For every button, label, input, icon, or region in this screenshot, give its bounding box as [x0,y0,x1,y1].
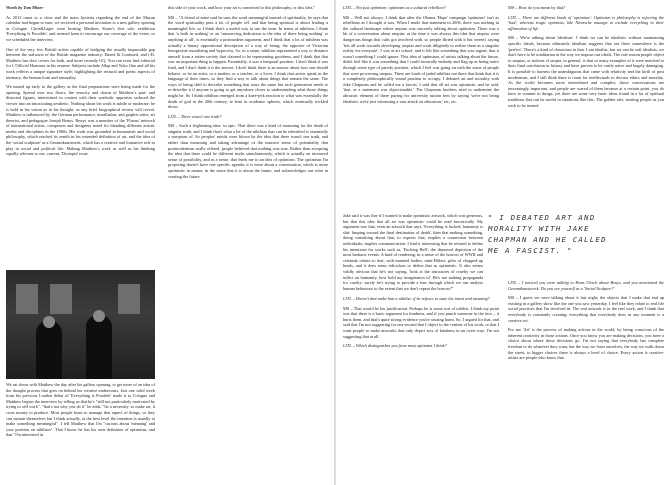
left-page [0,0,334,485]
photo-window [118,284,140,314]
right-column-2 [508,5,664,208]
answer-paragraph: MS – "A friend of mine said he uses the word meaningful instead of spirituality, he says that the word spirituality puts a lot of people off, and that being spiritual is about leading a meaningful life, so I think that's a useful way to use the term. In terms of nihilism, I think that 'a faith in nothing' or an 'unswerving dedication to the idea of there being nothing' to anything at all', is essentially a postmodern argument, and I think that a lot of nihilism was actually a binary oppositional description of a way of being; the opposite of Victorian bourgeoisie moralizing and hypocrisy. So, in a sense, nihilism represented a way to distance oneself from a rotten society that claimed to be representing goodness, and I think that that was an important thing to happen. Essentially, it was a temporal position. I don't think it was final, and I don't think it is the answer. I don't think there is an answer about how one should behave, or be an artist, or a mother, or a teacher, or a lover. I think that artists speak in the language of their times, so they find a way to talk about things that remain the same. The ways of being shift to describe something that stays the same but each generation needs to re-describe it if anyone is going to get anywhere closer to understanding what those things might be. So I think nihilism emerged from a knee-jerk reaction to what was essentially the death of god in the 20th century, at least in academic spheres, which eventually trickled down. [168,14,328,110]
photo-window [50,284,72,314]
photo-figure [86,315,112,379]
answer-paragraph: MS – We're talking about 'idealism'. I think we can be idealistic without maintaining specific ideals, because ultimately idealism suggests that out there somewhere is the 'perfect'. There's a kind of classicism in that. I am idealist, but we can be soft idealists, we don't have to be totalitarian in the way we impose our ideals. The real reason people object to utopias, or notions of utopia, in general, is that so many examples of it were matched to their final conclusion in history and have proven to be vastly naive and hugely damaging. It is possible to harness the unambiguous that came with relativity and the birth of post modernism, and I still think there is room for intellectuals to discuss ethics and morality. As the world becomes more interrelated and complex, those conversations are increasingly important, and people are scared of them because at a certain point, you do have to commit to things, yet there are some very basic ideas found in a lot of spiritual traditions that can be useful in situations like this. The golden rule, treating people as you wish to be treated. [508,35,664,108]
answer-paragraph: MS – I guess we were talking about it last night; the objects that I make that end up existing in a gallery show like the one you saw yesterday. I feel like they relate to real life social practices that I'm involved in. The real artwork is in the real work, and I think that everybody is constantly creating; everything that everybody does in any moment is a creative act. [508,295,664,323]
photo-figure-head [43,316,55,328]
answer-paragraph: Jake said it was fine if I wanted to make optimistic artwork, which was generous, but that this idea that all art was optimistic could be read fascistically. My argument was that, even an artwork that says, 'Everything is fucked, humanity is shit: limping toward the final destination of death', then that making something, doing something about that, to express that, implies a connection between individuals; implies communication. I find it interesting that he refused to define his intentions for works such as, 'Fucking Hell'; the depraved depiction of the most barbaric events. A kind of rendering, in a sense of the horrors of WWII and certainly relates to that; with mutated bodies, mini-Hitlers, piles of chopped-up heads, and it does seem ridiculous to define that as optimistic. It also seems wildly obvious that he's not saying, 'look at the intricacies of cruelty we can inflict on humanity, how bold my imagination is!' He's not making propaganda for cruelty: surely he's trying to provide a lens through which we can analyse human behaviour to the extent that we don't repeat the horrors?" [343,213,483,291]
answer-paragraph: For me 'Art' is the process of making actions in the world, by being conscious of the inherent creativity in those actions. Once you know you are making decisions, you have a choice about where those decisions go. I'm not saying that everybody has complete freedom to do whatever they want, but the way we form ourselves, the way we walk down the street, to bigger choices there is always a level of choice. Every action is creative: artists are people who know that. [508,327,664,361]
question-paragraph: LITL – There are different kinds of 'optimism': Optimism is philosophy is rejecting the 'bad', whereas tragic optimists, like Nietzsche manage to include everything in their affirmation of life. [508,14,664,31]
photo-figure [36,321,62,379]
right-column-1 [343,5,499,213]
photo-window [16,284,38,314]
answer-paragraph: MS – Well not always. I think that after the Obama 'Hope' campaign 'optimism' isn't as rebellious as I thought it was. When I made that statement in 2006, there was nothing in the cultural landscape where anyone was sincerely talking about optimism. There was a bit of a conversation about utopias: at the time it was always this idea that utopias were dangerous things that cults got involved with, so people flirted with it but weren't saying 'lets all work towards developing utopias and work diligently to realise them as a singular reality for everyone'. I was at art school, and it felt like something that was urgent; that it wasn't something I could ignore. This idea of optimism, of artists talking about the future, didn't feel like it was something that I could ironically embody and flag up as being naive through some type of parody position, which I feel was going on with the some of people that were processing utopias. There are loads of jaded nihilists out there that think that it is a completely philosophically sound position to occupy. I debated art and morality with Jake Chapman and he called me a fascist. I said that all art was optimistic and he said, 'that, as a statement was objectionable.' The Chapman brothers tried to undermine the altruistic element of there paying for university tuition fees by saying 'we're not being idealistic we're just witnessing a vast attack on education,' etc, etc. [343,14,499,104]
question-paragraph: LITL – There wasn't one truth? [168,113,222,119]
right-column-1-wrap [343,213,483,295]
gallery-photo [6,270,155,379]
intro-paragraph: As 2012 came to a close and the mass hysteria regarding the end of the Mayan calendar had begun to ease, we received a personal invitation to a new gallery opening in Cologne. Chris&Lager were hosting Matthew Stone's first solo exhibition 'Everything Is Possible', and seemed keen to encourage our coverage of the event, so we scheduled the interview. [6,14,155,42]
answer-paragraph: MS – That would be his justification. Perhaps he is some sort of nihilist. I think my point was that there is a basic argument for kindness, and if you punch someone in the face – it hurts them, and that's quite strong evidence you're causing harm. So, I argued for that, and said that I'm not suggesting for one second that I object to the content of his work, or that I want people to make artworks that only depict acts of kindness in an overt way; I'm not suggesting that at all. [343,305,499,339]
byline: Words by Tom Miner [6,5,44,10]
left-column-2 [168,5,328,483]
answer-paragraph: MS – Such a frightening idea: so epic. That there was a kind of mourning for the death of singular truth, and I think that's what a lot of the nihilism that can be identified is essentially a symptom of. So peoples' minds were blown by the idea that there wasn't one truth, and rather than mourning and taking advantage of the massive sense of potentiality that postmodernism really offered, people believed that nothing was true. Rather than accepting the idea that there could be different truths simultaneously, which is actually an increased sense of possibility, and in a sense, that leads me to an idea of optimism. The optimism I'm proposing doesn't have one specific agenda; it is more about a conversation, which is more optimistic in nature, in the sense that it is about the future, and acknowledges our roles in creating the future. [168,123,328,179]
question-paragraph: LITL – Which distinguishes you from most optimists I think? [343,343,447,349]
right-page [336,0,670,485]
gallery-paragraph: We turned up early to the gallery as the final preparations were being made for the opening. Spread over two floors, the veracity and charm of Matthew's part- and distorted figures, intertwined in context with their symbolic opposites seduced the viewer into an intoxicating aesthetic. Nothing about his work is subtle or moderate: he is bold in his vision as in his thought, as any brief biographical review will reveal. Matthew is influenced by, the German performance, installation, and graphic artist, art theorist, and pedagogue Joseph Beuys. Beuys was a member of the 'Fluxus' network of international artists, composers and designers noted for blending different artistic media and disciplines in the 1960s. His work was grounded in humanistic and social philosophy, which reached its zenith in his extended definition of art, and the idea of the 'social sculpture' as a Gesamtkunstwerk, which has a creative and formative role to play in social and political life. Making Matthew's work as well as his thinking equally relevant to our, current, 'Dystopia' issue. [6,84,155,157]
left-column-1-lower [6,382,155,482]
question-paragraph: LITL – Doesn't that make him a nihilist: if he refuses to state his intent and meaning? [343,296,490,301]
body-paragraph: this side of your work, and how your art is connected to this philosophy, or this idea." [168,5,316,10]
pull-quote: " I DEBATED ART AND MORALITY WITH JAKE CHAPMAN AND HE CALLED ME A FASCIST. " [488,213,607,255]
bio-paragraph: One of the very few British artists capable of bridging the usually impassable gap between the stalwarts of the British magazine industry; Dazed & Confused, and i-D, Matthew has shot covers for both, and more recently GQ. You can even find editorial for L'Officiel Hommes in his resume. Subjects include A$ap and Yoko Ono and all his work reflects a unique signature style; highlighting the textural and poetic aspects of intimacy, the human form and sensuality. [6,46,155,80]
right-column-2-lower [508,280,664,483]
question-paragraph: LITL – I noticed you were talking to Hans Ulrich about Beuys, and you mentioned the Gesamtkunstwerk. Do you see yourself as a 'Social Sculptor?' [508,280,664,291]
interview-intro-paragraph: We sat down with Matthew the day after his gallery opening, to get more of an idea of the thought process that goes on behind his creative endeavours. Just one solid week from his previous London debut of 'Everything is Possible' made it to Cologne and Matthew begins the interview by telling us that he's "still not particularly motivated by trying to sell work", "that's not why you do it" he adds. "Its a necessity: to make art, it costs money to produce. Most people learn to manage that aspect of things, so they can sustain themselves but I think actually, at the best level the intention is usually to make something meaningful". I tell Matthew that I'm "curious about 'meaning' and your position on nihilism". That I know he has his own definition of optimism, and that "I'm interested in [6,382,155,438]
left-column-1 [6,5,155,267]
question-paragraph: LITL – Not just optimism: optimism as a cultural rebellion? [343,5,446,10]
right-column-1-lower [343,296,499,483]
answer-paragraph: MS – How do you mean by that? [508,5,565,10]
right-column-2-narrow [626,208,664,278]
photo-figure-head [93,310,105,322]
